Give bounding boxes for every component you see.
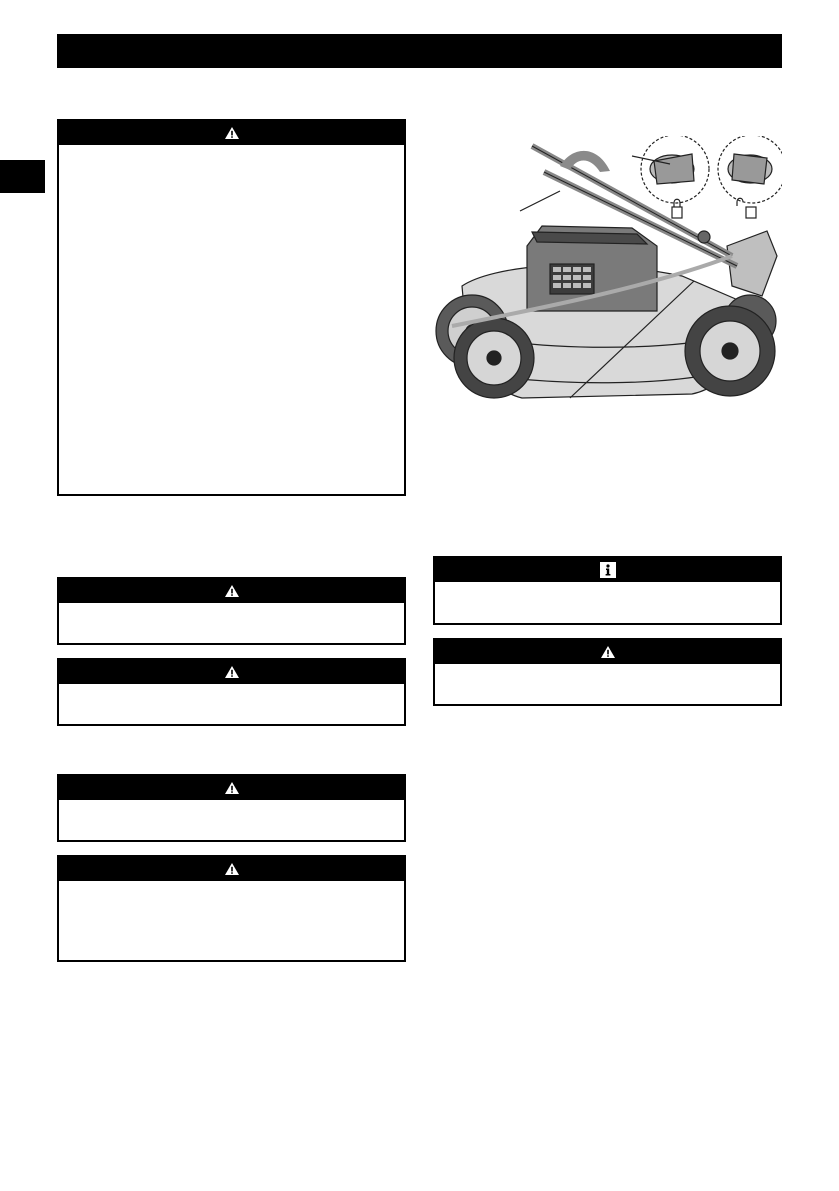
warning-notice-title-bar <box>59 776 404 800</box>
info-notice-title-bar <box>435 558 780 582</box>
warning-triangle-icon <box>225 782 239 794</box>
page-header-bar <box>57 34 782 68</box>
warning-notice-title-bar <box>59 579 404 603</box>
info-icon <box>600 562 616 578</box>
warning-notice-title-bar <box>59 660 404 684</box>
warning-notice-4 <box>57 774 406 842</box>
padlock-closed-icon <box>672 199 682 218</box>
warning-notice-title-bar <box>59 121 404 145</box>
warning-triangle-icon <box>225 585 239 597</box>
warning-notice-title-bar <box>435 640 780 664</box>
warning-triangle-icon <box>601 646 615 658</box>
warning-notice-3 <box>57 658 406 726</box>
language-side-tab <box>0 160 45 193</box>
warning-triangle-icon <box>225 863 239 875</box>
warning-notice-6 <box>433 638 782 706</box>
warning-triangle-icon <box>225 127 239 139</box>
info-notice <box>433 556 782 625</box>
warning-triangle-icon <box>225 666 239 678</box>
warning-notice-2 <box>57 577 406 645</box>
warning-notice-1 <box>57 119 406 496</box>
warning-notice-title-bar <box>59 857 404 881</box>
warning-notice-5 <box>57 855 406 962</box>
lawn-mower-handle-illustration <box>432 136 782 428</box>
